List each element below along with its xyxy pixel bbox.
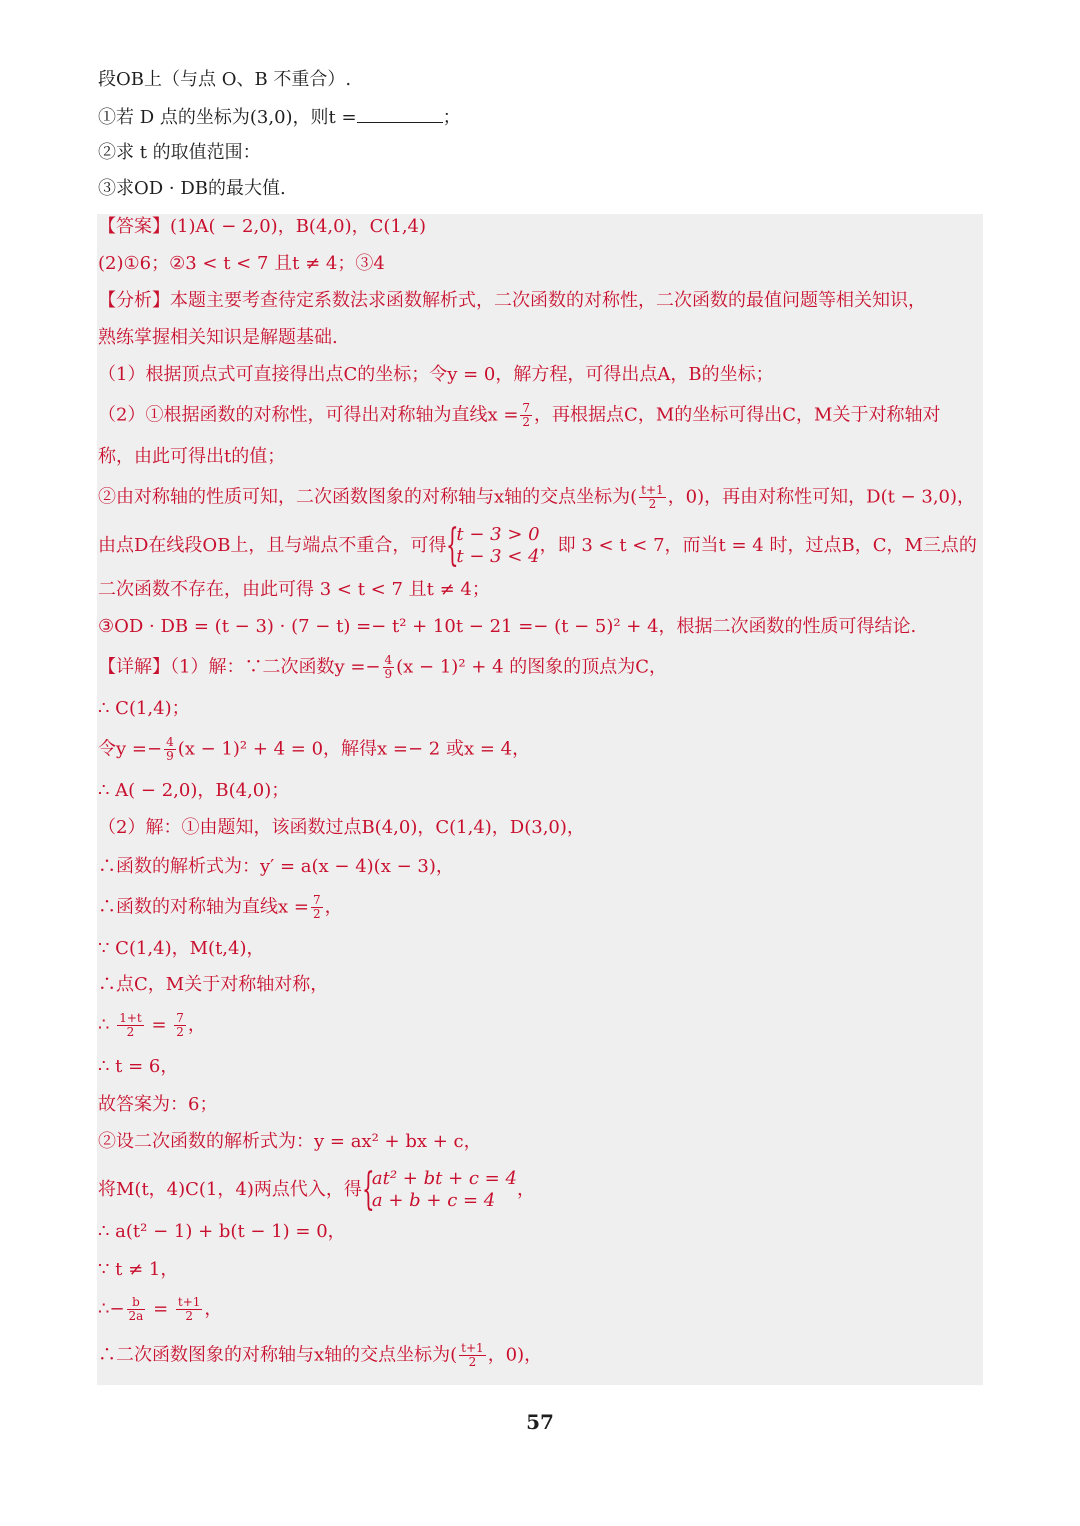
analysis-p3-text-b: ，0)，再由对称性可知，D(t − 3,0)， (667, 486, 976, 508)
detail-l14-text-a: 将M(t，4)C(1，4)两点代入，得 (98, 1179, 362, 1200)
fraction-b-over-2a (127, 1296, 146, 1323)
detail-l1-text-b: (x − 1)² + 4 的图象的顶点为C， (396, 656, 668, 678)
fraction-numerator: t+1 (461, 1341, 484, 1355)
detail-l14-text-b: ， (516, 1179, 535, 1200)
detail-l17-text-b: = (153, 1298, 169, 1320)
fraction-numerator: b (127, 1296, 146, 1310)
analysis-p6: ③OD · DB = (t − 3) · (7 − t) =− t² + 10t − 21 =− (t − 5)² + 4，根据二次函数的性质可得结论. (98, 616, 917, 637)
detail-l18-text-a: ∴二次函数图象的对称轴与x轴的交点坐标为( (98, 1344, 458, 1366)
detail-l12: 故答案为：6； (98, 1094, 218, 1115)
analysis-p3-text-a: ②由对称轴的性质可知，二次函数图象的对称轴与x轴的交点坐标为( (98, 486, 638, 508)
fraction-denominator: 9 (166, 749, 174, 763)
fraction-denominator: 2a (128, 1309, 144, 1323)
fraction-denominator: 9 (384, 667, 393, 681)
fraction-one-plus-t-halves (117, 1012, 144, 1039)
system-row-2: a + b + c = 4 (371, 1190, 496, 1211)
system-row-1: at² + bt + c = 4 (371, 1168, 517, 1189)
system-row-2: t − 3 < 4 (456, 546, 540, 567)
detail-l15: ∴ a(t² − 1) + b(t − 1) = 0， (98, 1221, 346, 1242)
detail-l1 (98, 654, 667, 681)
analysis-intro-2: 熟练掌握相关知识是解题基础. (98, 327, 338, 348)
detail-l10-text-b: = (151, 1014, 167, 1036)
detail-l10-text-a: ∴ (98, 1014, 110, 1036)
fraction-numerator: 7 (312, 893, 321, 907)
detail-l7-text-b: ， (324, 896, 343, 918)
question-line-2-text: ①若 D 点的坐标为(3,0)，则t = (98, 107, 357, 128)
fraction-denominator: 2 (312, 907, 321, 921)
analysis-p4-text-b: ，即 3 < t < 7，而当t = 4 时，过点B，C，M三点的 (539, 535, 977, 556)
analysis-p5: 二次函数不存在，由此可得 3 < t < 7 且t ≠ 4； (98, 579, 490, 600)
analysis-intro-text: 本题主要考查待定系数法求函数解析式，二次函数的对称性，二次函数的最值问题等相关知识， (170, 290, 926, 311)
analysis-p2 (98, 402, 940, 429)
fraction-seven-halves (311, 894, 323, 921)
equation-system (361, 1164, 517, 1215)
brace-symbol: { (361, 1164, 375, 1215)
detail-l18-text-b: ，0)， (487, 1344, 543, 1366)
detail-l17 (98, 1296, 222, 1323)
analysis-p3 (98, 484, 975, 511)
detail-l18 (98, 1342, 542, 1369)
analysis-intro (98, 289, 926, 313)
fraction-seven-halves (174, 1012, 186, 1039)
detail-l2: ∴ C(1,4)； (98, 698, 190, 719)
detail-l1-text-a: （1）解：∵二次函数y =− (170, 656, 381, 678)
fraction-denominator: 2 (468, 1355, 477, 1369)
question-line-2-end: ； (442, 107, 461, 128)
fraction-numerator: t+1 (177, 1295, 201, 1309)
analysis-p4-text-a: 由点D在线段OB上，且与端点不重合，可得 (98, 535, 447, 556)
detail-l10 (98, 1012, 206, 1039)
detail-l10-text-c: ， (187, 1014, 206, 1036)
fraction-numerator: t+1 (641, 483, 664, 497)
fraction-numerator: 4 (166, 735, 174, 749)
detail-l14 (98, 1164, 535, 1215)
fraction-four-ninths (164, 736, 176, 763)
detail-l3 (98, 736, 530, 763)
fraction-numerator: 1+t (119, 1011, 142, 1025)
detail-l4: ∴ A( − 2,0)，B(4,0)； (98, 780, 290, 801)
question-line-3: ②求 t 的取值范围： (98, 142, 261, 163)
fraction-t-plus-1-halves (639, 484, 666, 511)
system-row-1: t − 3 > 0 (456, 524, 540, 545)
detail-l7 (98, 894, 343, 921)
fraction-numerator: 4 (384, 653, 393, 667)
detail-l11: ∴ t = 6， (98, 1056, 179, 1077)
fraction-seven-halves (520, 402, 532, 429)
fraction-denominator: 2 (185, 1309, 193, 1323)
answer-label: 【答案】 (98, 216, 170, 237)
answer-line-1 (98, 215, 426, 239)
detail-l3-text-b: (x − 1)² + 4 = 0，解得x =− 2 或x = 4， (177, 738, 531, 760)
detail-l8: ∵ C(1,4)，M(t,4)， (98, 938, 265, 959)
question-line-2 (98, 104, 461, 130)
brace-symbol: { (446, 520, 460, 571)
detail-l6: ∴函数的解析式为：y′ = a(x − 4)(x − 3)， (98, 856, 454, 877)
fraction-numerator: 7 (522, 401, 531, 415)
fraction-t-plus-1-halves (176, 1296, 203, 1323)
detail-label: 【详解】 (98, 656, 170, 678)
fraction-denominator: 2 (126, 1025, 135, 1039)
analysis-p1: （1）根据顶点式可直接得出点C的坐标；令y = 0，解方程，可得出点A，B的坐标； (98, 364, 774, 385)
page-number: 57 (526, 1410, 554, 1434)
answer-part-1: (1)A( − 2,0)，B(4,0)，C(1,4) (170, 216, 427, 237)
detail-l7-text-a: ∴函数的对称轴为直线x = (98, 896, 309, 918)
fraction-t-plus-1-halves (459, 1342, 486, 1369)
analysis-p2-text-a: （2）①根据函数的对称性，可得出对称轴为直线x = (98, 404, 519, 426)
analysis-p2-text-b: ，再根据点C，M的坐标可得出C，M关于对称轴对 (534, 404, 941, 426)
answer-line-2: (2)①6；②3 < t < 7 且t ≠ 4；③4 (98, 253, 385, 274)
fraction-denominator: 2 (176, 1025, 184, 1039)
detail-l3-text-a: 令y =− (98, 738, 163, 760)
detail-l16: ∵ t ≠ 1， (98, 1259, 179, 1280)
fraction-denominator: 2 (522, 415, 531, 429)
fraction-four-ninths (383, 654, 395, 681)
detail-l13: ②设二次函数的解析式为：y = ax² + bx + c， (98, 1131, 482, 1152)
answer-blank (357, 104, 443, 123)
detail-l17-text-a: ∴− (98, 1298, 125, 1320)
detail-l17-text-c: ， (204, 1298, 223, 1320)
analysis-label: 【分析】 (98, 290, 170, 311)
analysis-p2-cont: 称，由此可得出t的值； (98, 446, 286, 467)
detail-l5: （2）解：①由题知，该函数过点B(4,0)，C(1,4)，D(3,0)， (98, 817, 585, 838)
detail-l9: ∴点C，M关于对称轴对称， (98, 974, 329, 995)
fraction-numerator: 7 (176, 1011, 184, 1025)
analysis-p4 (98, 520, 977, 571)
question-line-1: 段OB上（与点 O、B 不重合）. (98, 69, 352, 90)
question-line-4: ③求OD · DB的最大值. (98, 178, 286, 199)
fraction-denominator: 2 (648, 497, 657, 511)
inequality-system (446, 520, 540, 571)
